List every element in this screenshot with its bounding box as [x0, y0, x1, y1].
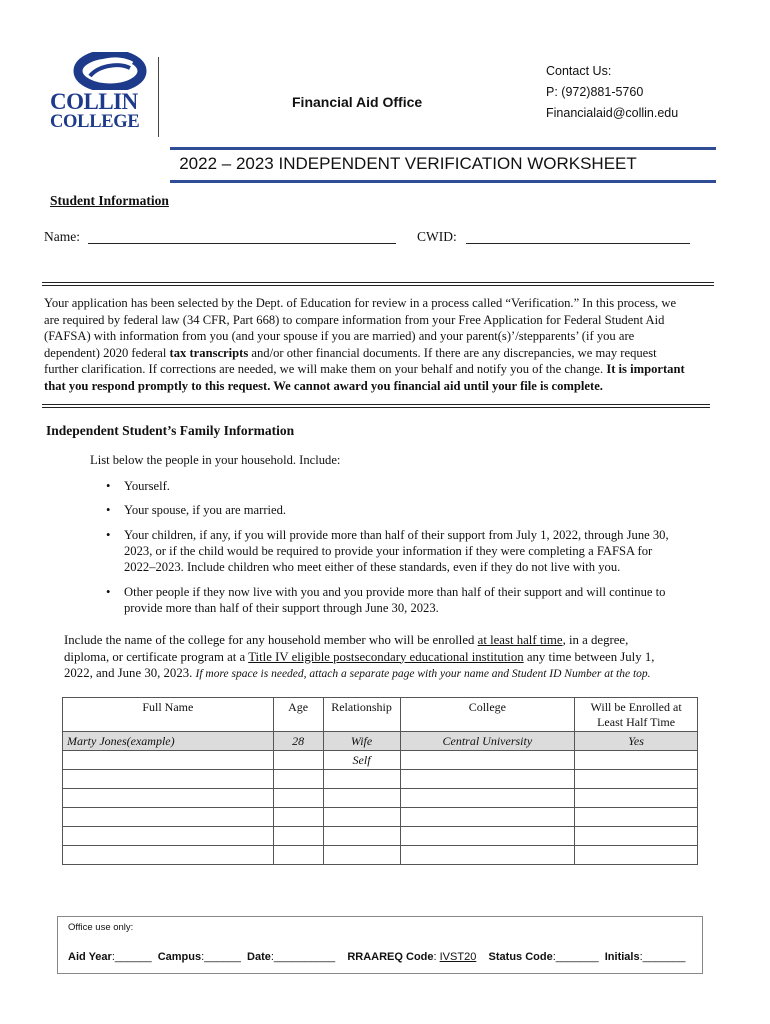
- list-item: • Your children, if any, if you will provide more than half of their support from July 1, 2022, through June 30, 2023, or if the child would be required to provide your information if they were completing a FAFSA for 2022–2023. Include children who meet either of these standards, even if they do not live with you.: [106, 528, 669, 574]
- intro-line-1: Your application has been selected by the Dept. of Education for review in a process called “Verification.” In this process, we: [44, 296, 677, 310]
- name-field[interactable]: [88, 243, 396, 244]
- office-use-box: [57, 916, 703, 974]
- name-label: Name:: [44, 229, 80, 244]
- office-title: Financial Aid Office: [292, 94, 423, 110]
- table-row: [63, 770, 698, 789]
- table-cell[interactable]: [63, 789, 274, 808]
- table-row: [63, 789, 698, 808]
- table-cell[interactable]: [400, 789, 575, 808]
- col-header-age: Age: [273, 698, 323, 732]
- example-enrolled: Yes: [575, 732, 698, 751]
- table-cell[interactable]: [400, 808, 575, 827]
- table-cell[interactable]: [63, 827, 274, 846]
- table-header-row: [63, 698, 698, 732]
- example-age: 28: [273, 732, 323, 751]
- col-header-full-name: Full Name: [63, 698, 274, 732]
- collin-swirl-icon: [70, 52, 150, 90]
- list-item: • Other people if they now live with you and you provide more than half of their support and will continue to provide more than half of their support through June 30, 2023.: [106, 585, 666, 615]
- campus-label: Campus: [157, 951, 202, 963]
- date-field[interactable]: :__________: [270, 951, 336, 963]
- table-cell[interactable]: [400, 770, 575, 789]
- title-rule-top: [170, 147, 716, 150]
- table-cell[interactable]: [63, 808, 274, 827]
- table-cell[interactable]: [273, 808, 323, 827]
- college-line-1: Include the name of the college for any household member who will be enrolled at least half time, in a degree,: [64, 633, 629, 647]
- worksheet-title: 2022 – 2023 INDEPENDENT VERIFICATION WORKSHEET: [179, 154, 637, 173]
- initials-label: Initials: [604, 951, 640, 963]
- household-table: [62, 697, 698, 865]
- college-line-3: 2022, and June 30, 2023. If more space is needed, attach a separate page with your name and Student ID Number at the top.: [64, 666, 651, 680]
- list-item: • Yourself.: [106, 479, 170, 493]
- example-college: Central University: [400, 732, 575, 751]
- section-divider-1: [42, 282, 714, 286]
- table-cell[interactable]: [273, 846, 323, 865]
- col-header-enrolled: Will be Enrolled at Least Half Time: [575, 698, 698, 732]
- college-instructions: [64, 632, 704, 683]
- office-use-label: Office use only:: [68, 922, 134, 933]
- table-cell[interactable]: [575, 846, 698, 865]
- table-row-example: [63, 732, 698, 751]
- table-cell[interactable]: [400, 827, 575, 846]
- table-cell[interactable]: [575, 808, 698, 827]
- table-cell[interactable]: [575, 827, 698, 846]
- collin-college-logo: [50, 52, 160, 142]
- family-info-heading: Independent Student’s Family Information: [46, 423, 295, 438]
- aid-year-field[interactable]: :______: [111, 951, 152, 963]
- initials-field[interactable]: :_______: [639, 951, 686, 963]
- table-cell[interactable]: [323, 789, 400, 808]
- status-code-label: Status Code: [488, 951, 553, 963]
- table-cell[interactable]: [400, 846, 575, 865]
- contact-phone: P: (972)881-5760: [546, 85, 644, 99]
- table-cell[interactable]: [273, 751, 323, 770]
- table-row: [63, 827, 698, 846]
- campus-field[interactable]: :______: [201, 951, 241, 963]
- section-divider-2: [42, 404, 710, 408]
- date-label: Date: [247, 951, 271, 963]
- contact-label: Contact Us:: [546, 64, 612, 78]
- table-cell[interactable]: [63, 770, 274, 789]
- table-cell[interactable]: [273, 827, 323, 846]
- table-cell[interactable]: [575, 770, 698, 789]
- college-line-2: diploma, or certificate program at a Title IV eligible postsecondary educational institution any time between July 1,: [64, 649, 655, 664]
- table-cell[interactable]: [323, 827, 400, 846]
- relationship-self: Self: [323, 751, 400, 770]
- status-code-field[interactable]: :_______: [552, 951, 599, 963]
- list-item: • Your spouse, if you are married.: [106, 503, 287, 517]
- office-use-fields: Aid Year:______ Campus:______ Date:__________ RRAAREQ Code: IVST20 Status Code:_______ Initials:_______: [68, 951, 686, 963]
- student-info-heading: Student Information: [50, 193, 169, 208]
- household-list-intro: List below the people in your household. Include:: [90, 453, 341, 467]
- contact-email[interactable]: Financialaid@collin.edu: [546, 106, 679, 120]
- table-cell[interactable]: [273, 770, 323, 789]
- example-name: Marty Jones(example): [63, 732, 274, 751]
- table-cell[interactable]: [273, 789, 323, 808]
- cwid-label: CWID:: [417, 229, 457, 244]
- cwid-field[interactable]: [466, 243, 690, 244]
- table-cell[interactable]: [575, 751, 698, 770]
- verification-intro: [44, 295, 724, 394]
- rraareq-value: IVST20: [439, 951, 477, 963]
- table-row: [63, 846, 698, 865]
- table-cell[interactable]: [575, 789, 698, 808]
- table-row: [63, 808, 698, 827]
- intro-line-3: (FAFSA) with information from you (and your spouse if you are married) and your parent(s)’/stepparents’ (if you are: [44, 329, 635, 343]
- table-cell[interactable]: [63, 751, 274, 770]
- title-rule-bottom: [170, 180, 716, 183]
- table-cell[interactable]: [323, 770, 400, 789]
- col-header-relationship: Relationship: [323, 698, 400, 732]
- rraareq-label: RRAAREQ Code: [347, 951, 434, 963]
- logo-word-college: COLLEGE: [50, 112, 140, 132]
- header-divider: [158, 57, 159, 137]
- logo-word-collin: COLLIN: [50, 89, 138, 114]
- intro-line-5: further clarification. If corrections are needed, we will make them on your behalf and notify you of the change. It is important: [44, 362, 685, 376]
- table-cell[interactable]: [400, 751, 575, 770]
- intro-line-6: that you respond promptly to this request. We cannot award you financial aid until your file is complete.: [44, 378, 603, 393]
- table-cell[interactable]: [323, 846, 400, 865]
- table-cell[interactable]: [323, 808, 400, 827]
- col-header-college: College: [400, 698, 575, 732]
- intro-line-4: dependent) 2020 federal tax transcripts and/or other financial documents. If there are any discrepancies, we may request: [44, 345, 657, 360]
- table-cell[interactable]: [63, 846, 274, 865]
- aid-year-label: Aid Year: [68, 951, 112, 963]
- contact-block: [546, 61, 678, 124]
- table-row: [63, 751, 698, 770]
- intro-line-2: are required by federal law (34 CFR, Part 668) to compare information from your Free Application for Federal Student Aid: [44, 312, 665, 327]
- example-relationship: Wife: [323, 732, 400, 751]
